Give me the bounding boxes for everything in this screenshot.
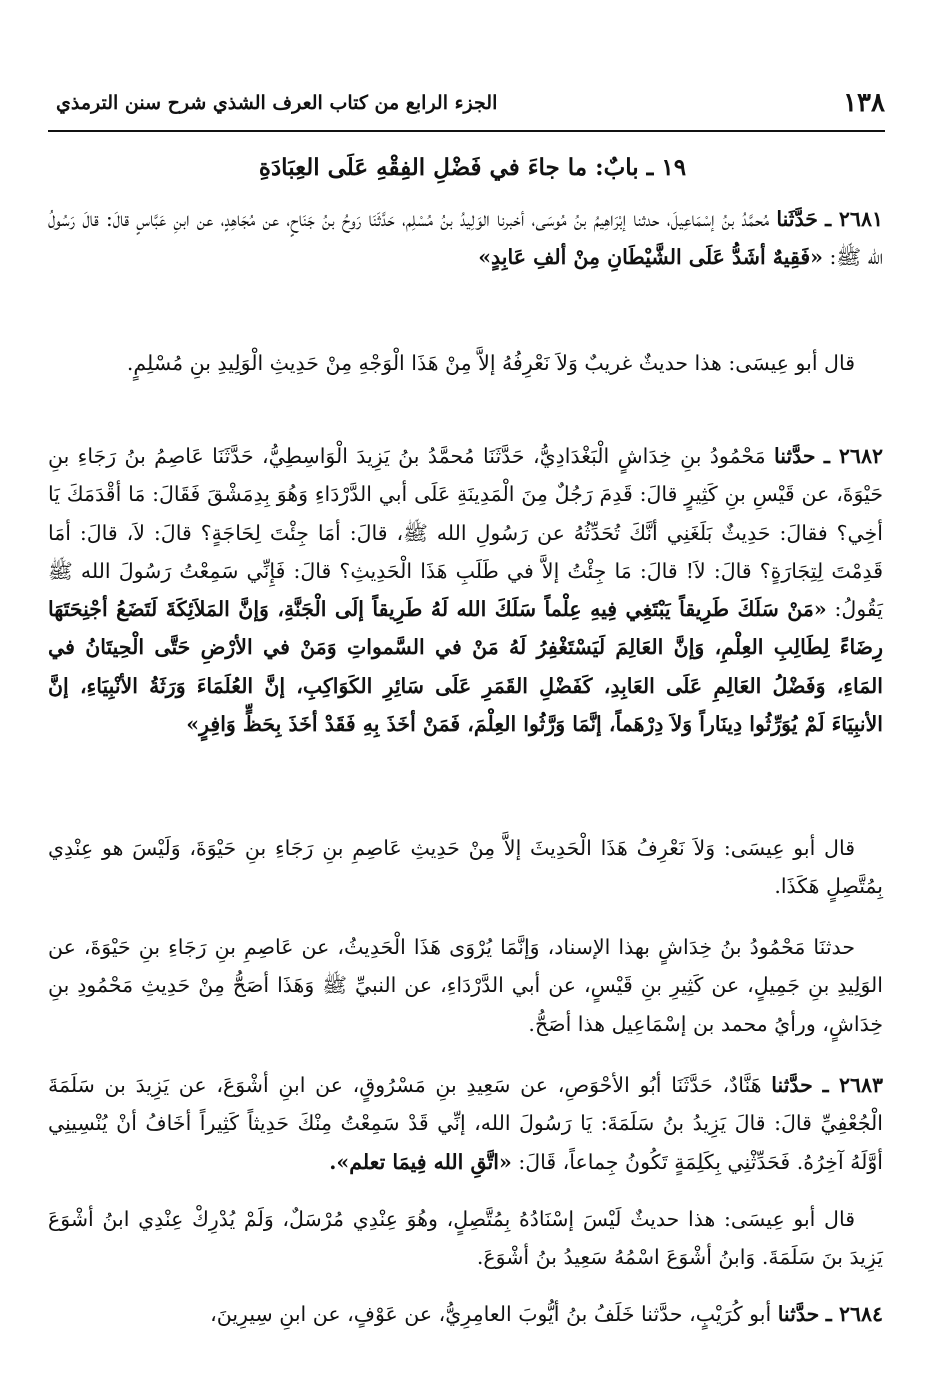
page-number: ١٣٨ xyxy=(843,88,885,118)
hadith-isnad: مَحْمُودُ بنِ خِدَاشٍ الْبَغْدَادِيُّ، حَدَّثَنَا مُحمَّدُ بنُ يَزِيدَ الْوَاسِطِيُّ، حَدَّثَنَا عَاصِمُ بنُ رَجَاءِ بنِ حَيْوَةَ، عن قَيْسِ بنِ كَثِيرٍ قالَ: قَدِمَ رَجُلٌ مِنَ الْمَدِينَةِ عَلَى أبي الدَّرْدَاءِ وَهُوَ بِدِمَشْقَ فَقَالَ: مَا أقْدَمَكَ يَا أخِي؟ فقالَ: حَدِيثٌ بَلَغَنِي أنَّكَ تُحَدِّثُهُ عن رَسُولِ الله ﷺ، قالَ: أمَا جِئْتَ لِحَاجَةٍ؟ قالَ: لاَ، قالَ: أمَا قَدِمْتَ لِتِجَارَةٍ؟ قالَ: لاَ! قالَ: مَا جِئْتُ إلاَّ في طَلَبِ هَذَا الْحَدِيثِ؟ قالَ: فَإِنِّي سَمِعْتُ رَسُولَ الله ﷺ يَقُولُ: xyxy=(48,444,883,622)
hadith-number: ٢٦٨١ ـ xyxy=(825,207,883,231)
hadith-matn: «اتَّقِ الله فِيمَا تعلم». xyxy=(329,1149,512,1174)
hadith-2683 xyxy=(48,1066,883,1181)
commentary-2682-a: قال أبو عِيسَى: وَلاَ نَعْرِفُ هَذَا الْحَدِيثَ إلاَّ مِنْ حَدِيثِ عَاصِمِ بنِ رَجَاءِ بنِ حَيْوَةَ، وَلَيْسَ هو عِنْدِي بِمُتَّصِلٍ هَكَذَا. xyxy=(48,836,883,899)
hadith-number: ٢٦٨٢ ـ xyxy=(823,444,883,468)
hadith-matn: «مَنْ سَلَكَ طَرِيقاً يَبْتَغِي فِيهِ عِلْماً سَلَكَ الله لَهُ طَرِيقاً إلَى الْجَنَّةِ، وَإنَّ المَلاَئِكَةَ لَتَضَعُ أجْنِحَتَهَا رِضَاءً لِطَالِبِ العِلْمِ، وَإنَّ العَالِمَ لَيَسْتَغْفِرُ لَهُ مَنْ في السَّمواتِ وَمَنْ في الأرْضِ حَتَّى الْحِيتَانُ في المَاءِ، وَفَضْلُ العَالِمِ عَلَى العَابِدِ، كَفَضْلِ القَمَرِ عَلَى سَائِرِ الكَوَاكِبِ، إنَّ العُلَمَاءَ وَرَثَةُ الأنْبِيَاءِ، إنَّ الأنبِيَاءَ لَمْ يُوَرِّثُوا دِينَاراً وَلاَ دِرْهَماً، إنَّمَا وَرَّثُوا العِلْمَ، فَمَنْ أخَذَ بِهِ فَقَدْ أخَذَ بِحَظٍّ وَافِرٍ» xyxy=(48,597,883,737)
hadith-2684 xyxy=(48,1295,883,1333)
header-rule xyxy=(48,130,885,132)
hadith-isnad: مُحمَّدُ بنُ إسْمَاعِيلَ، حدثنا إبْرَاهِيمُ بنُ مُوسَى، أخبرنا الوَلِيدُ بنُ مُسْلِم، حَدَّثَنَا رَوحُ بنُ جَنَاحٍ، عن مُجَاهِدٍ، عن ابنِ عَبَّاسٍ قالَ: قالَ رَسُولُ الله ﷺ: xyxy=(48,207,883,270)
commentary-2683: قال أبو عِيسَى: هذا حديثٌ لَيْسَ إسْنَادُهُ بِمُتَّصِلٍ، وهُوَ عِنْدِي مُرْسَلٌ، وَلَمْ يُدْرِكْ عِنْدِي ابنُ أشْوَعَ يَزِيدَ بنَ سَلَمَةَ. وَابنُ أشْوَعَ اسْمُهُ سَعِيدُ بنُ أشْوَعَ. xyxy=(48,1207,883,1270)
hadith-isnad: هَنَّادٌ، حَدَّثَنَا أبُو الأحْوَصِ، عن سَعِيدِ بنِ مَسْرُوقٍ، عن ابنِ أشْوَعَ، عن يَزِيدَ بن سَلَمَةَ الْجُعْفِيِّ قالَ: قالَ يَزِيدُ بنُ سَلَمَةَ: يَا رَسُولَ الله، إنِّي قَدْ سَمِعْتُ مِنْكَ حَدِيثاً كَثِيراً أخَافُ أنْ يُنْسِينِي أوَّلَهُ آخِرُهُ. فَحَدِّثْنِي بِكَلِمَةٍ تَكُونُ جِماعاً، قَالَ: xyxy=(48,1073,883,1174)
hadith-2681 xyxy=(48,200,883,277)
hadith-lead: حدَّثنا xyxy=(777,1302,820,1326)
chapter-heading: ١٩ ـ بابٌ: ما جاءَ في فَضْلِ الفِقْهِ عَلَى العِبَادَةِ xyxy=(258,154,687,181)
hadith-isnad: أبو كُرَيْبٍ، حدَّثنا خَلَفُ بنُ أيُّوبَ العامِرِيُّ، عن عَوْفٍ، عن ابنِ سِيرِينَ، xyxy=(210,1302,772,1326)
hadith-matn: «فَقِيهٌ أشَدُّ عَلَى الشَّيْطَانِ مِنْ ألفِ عَابِدٍ» xyxy=(478,245,823,270)
commentary-2681: قال أبو عِيسَى: هذا حديثٌ غريبٌ وَلاَ نَعْرِفُهُ إلاَّ مِنْ هَذَا الْوَجْهِ مِنْ حَدِيثِ الْوَلِيدِ بنِ مُسْلِمٍ. xyxy=(126,351,855,375)
hadith-lead: حدَّثنا xyxy=(773,444,816,468)
hadith-number: ٢٦٨٤ ـ xyxy=(825,1302,883,1326)
page-header xyxy=(56,86,885,126)
commentary-2682-b: حدثنَا مَحْمُودُ بنُ خِدَاشٍ بهذا الإسناد، وَإنَّمَا يُرْوَى هَذَا الْحَدِيثُ، عن عَاصِمِ بنِ رَجَاءِ بنِ حَيْوَةَ، عن الوَلِيدِ بنِ جَمِيلٍ، عن كَثِيرِ بنِ قَيْسٍ، عن أبي الدَّرْدَاءِ، عن النبيِّ ﷺ وَهَذَا أصَحُّ مِنْ حَدِيثِ مَحْمُودِ بنِ خِدَاشٍ، ورأيُ محمد بن إسْمَاعِيل هذا أصَحُّ. xyxy=(48,935,883,1036)
running-title: الجزء الرابع من كتاب العرف الشذي شرح سنن الترمذي xyxy=(56,92,498,114)
hadith-lead: حدَّثنا xyxy=(771,1073,813,1097)
hadith-number: ٢٦٨٣ ـ xyxy=(822,1073,883,1097)
hadith-2682 xyxy=(48,437,883,743)
hadith-lead: حَدَّثَنا xyxy=(776,207,818,231)
